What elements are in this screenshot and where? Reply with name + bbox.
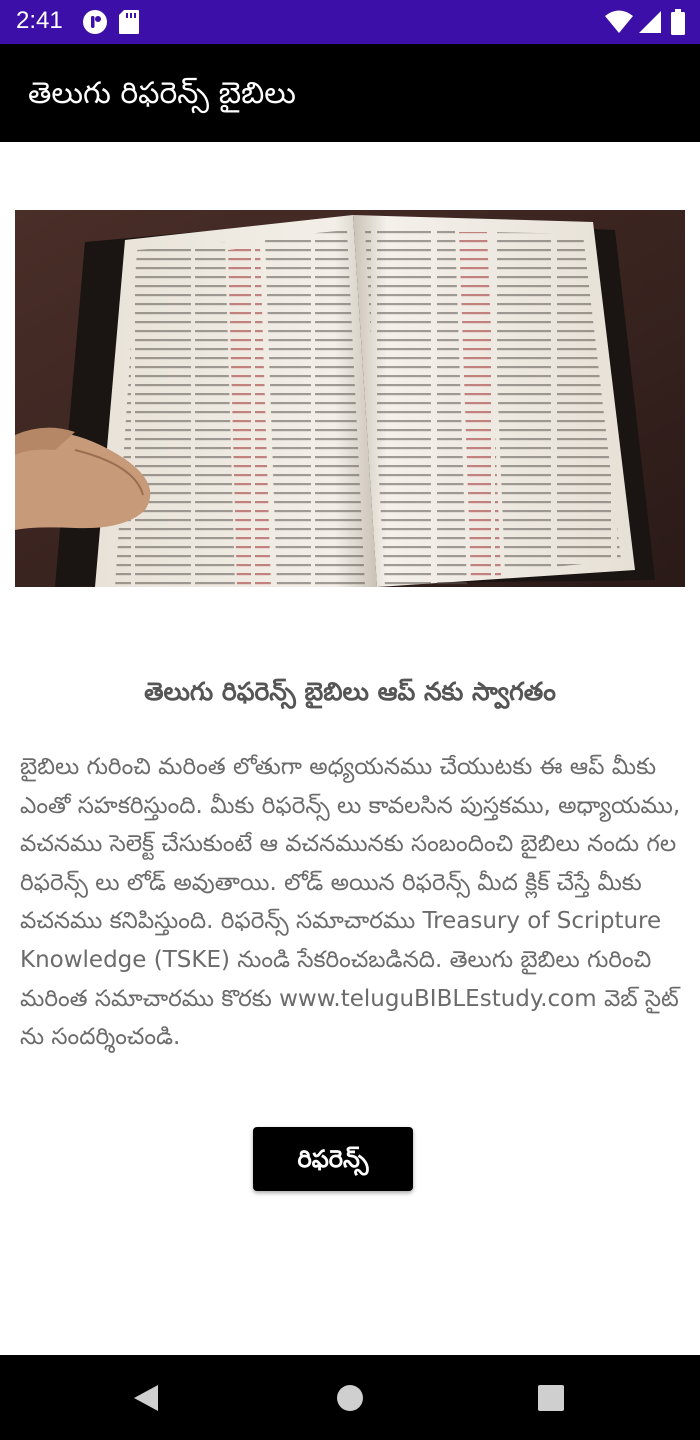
app-title: తెలుగు రిఫరెన్స్ బైబిలు (28, 76, 296, 111)
hero-image (15, 210, 685, 587)
welcome-description: బైబిలు గురించి మరింత లోతుగా అధ్యయనము చేయుటకు ఈ ఆప్ మీకు ఎంతో సహకరిస్తుంది. మీకు రిఫరెన్స్ లు కావలసిన పుస్తకము, అధ్యాయము, వచనము సెలెక్ట్ చేసుకుంటే ఆ వచనమునకు సంబందించి బైబిలు నందు గల రిఫరెన్స్ లు లోడ్ అవుతాయి. లోడ్ అయిన రిఫరెన్స్ మీద క్లిక్ చేస్తే మీకు వచనము కనిపిస్తుంది. రిఫరెన్స్ సమాచారము Treasury of Scripture Knowledge (TSKE) నుండి సేకరించబడినది. తెలుగు బైబిలు గురించి మరింత సమాచారము కొరకు www.teluguBIBLEstudy.com వెబ్ సైట్ ను సందర్శించండి. (20, 754, 681, 1051)
home-icon[interactable] (336, 1384, 364, 1412)
welcome-heading: తెలుగు రిఫరెన్స్ బైబిలు ఆప్ నకు స్వాగతం (144, 677, 556, 706)
wifi-icon (604, 9, 634, 35)
battery-icon (670, 8, 686, 36)
recents-icon[interactable] (537, 1384, 565, 1412)
status-bar (0, 0, 700, 44)
app-notification-icon (82, 9, 108, 35)
back-icon[interactable] (132, 1383, 160, 1413)
status-time: 2:41 (16, 7, 63, 34)
cell-signal-icon (638, 9, 662, 35)
references-button[interactable]: రిఫరెన్స్ (253, 1127, 413, 1191)
app-bar (0, 44, 700, 142)
sd-card-icon (118, 9, 140, 35)
open-bible-illustration (15, 210, 685, 587)
